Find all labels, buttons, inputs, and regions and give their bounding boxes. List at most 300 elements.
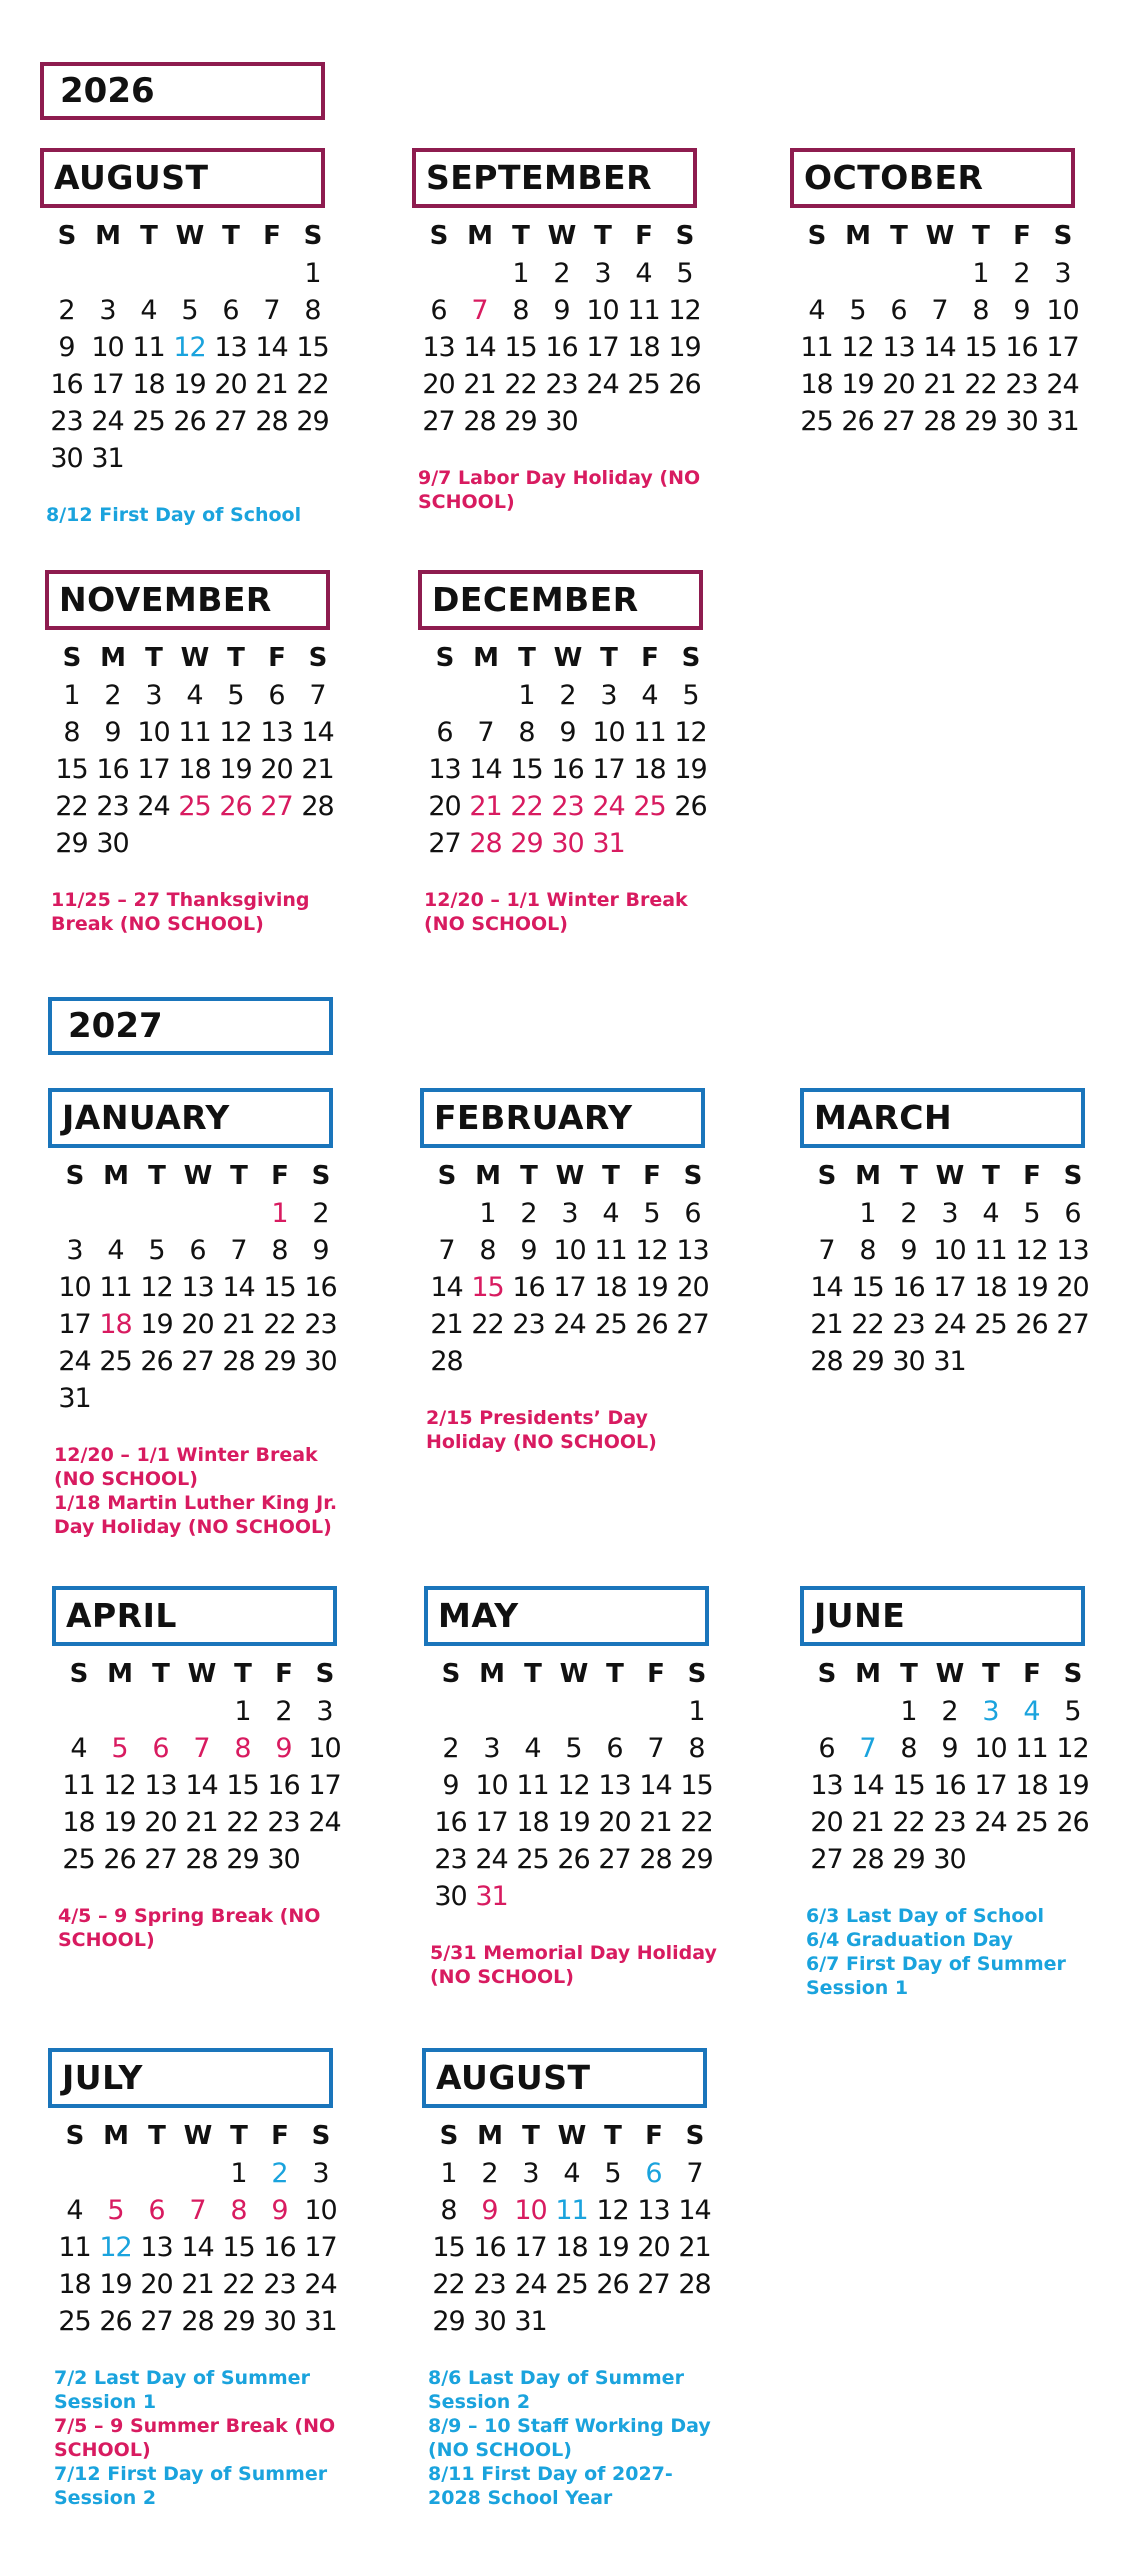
- day-cell: 4: [107, 1235, 124, 1266]
- day-cell: 10: [586, 295, 619, 326]
- weekday-header: W: [187, 1659, 216, 1689]
- day-cell: 19: [674, 754, 707, 785]
- day-cell: 12: [219, 717, 252, 748]
- day-cell: 6: [890, 295, 907, 326]
- day-cell: 15: [55, 754, 88, 785]
- day-cell: 14: [469, 754, 502, 785]
- day-cell: 24: [475, 1844, 508, 1875]
- day-cell: 26: [674, 791, 707, 822]
- day-cell: 13: [144, 1770, 177, 1801]
- day-cell: 11: [99, 1272, 132, 1303]
- note-text: 1/18 Martin Luther King Jr. Day Holiday (NO SCHOOL): [54, 1492, 338, 1538]
- day-cell: 10: [933, 1235, 966, 1266]
- day-grid: [426, 1158, 720, 1380]
- day-cell: 23: [512, 1309, 545, 1340]
- weekday-header: T: [512, 221, 529, 251]
- day-cell: 5: [227, 680, 244, 711]
- day-cell: 8: [512, 295, 529, 326]
- day-cell: 7: [263, 295, 280, 326]
- day-cell: 17: [933, 1272, 966, 1303]
- day-cell: 19: [140, 1309, 173, 1340]
- day-cell: 5: [111, 1733, 128, 1764]
- month-april: [52, 1586, 352, 1952]
- weekday-header: S: [57, 221, 76, 251]
- day-cell: 15: [226, 1770, 259, 1801]
- day-cell: 3: [316, 1696, 333, 1727]
- day-cell: 4: [66, 2195, 83, 2226]
- day-cell: 27: [882, 406, 915, 437]
- weekday-header: F: [1023, 1659, 1040, 1689]
- month-notes: [58, 1904, 348, 1952]
- day-cell: 30: [551, 828, 584, 859]
- day-cell: 19: [557, 1807, 590, 1838]
- empty-cell: [46, 255, 87, 292]
- day-cell: 11: [974, 1235, 1007, 1266]
- weekday-header: M: [103, 1161, 128, 1191]
- day-cell: 28: [463, 406, 496, 437]
- day-cell: 29: [851, 1346, 884, 1377]
- day-cell: 6: [436, 717, 453, 748]
- day-cell: 8: [304, 295, 321, 326]
- weekday-header: T: [602, 1161, 619, 1191]
- day-cell: 10: [553, 1235, 586, 1266]
- day-cell: 14: [678, 2195, 711, 2226]
- day-cell: 2: [58, 295, 75, 326]
- day-cell: 10: [974, 1733, 1007, 1764]
- day-cell: 30: [545, 406, 578, 437]
- day-cell: 3: [483, 1733, 500, 1764]
- day-cell: 8: [63, 717, 80, 748]
- weekday-header: M: [855, 1659, 880, 1689]
- day-cell: 9: [104, 717, 121, 748]
- note-text: 6/7 First Day of Summer Session 1: [806, 1953, 1066, 1999]
- day-cell: 18: [516, 1807, 549, 1838]
- weekday-header: T: [522, 2121, 539, 2151]
- day-grid: [424, 640, 718, 862]
- weekday-header: S: [435, 643, 454, 673]
- day-cell: 3: [1054, 258, 1071, 289]
- day-cell: 2: [559, 680, 576, 711]
- weekday-header: M: [103, 2121, 128, 2151]
- month-july: [48, 2048, 348, 2510]
- day-cell: 25: [555, 2269, 588, 2300]
- day-cell: 29: [263, 1346, 296, 1377]
- day-cell: 20: [140, 2269, 173, 2300]
- day-cell: 29: [226, 1844, 259, 1875]
- empty-cell: [218, 1195, 259, 1232]
- day-cell: 8: [479, 1235, 496, 1266]
- day-cell: 16: [545, 332, 578, 363]
- month-title: DECEMBER: [418, 570, 703, 630]
- day-cell: 26: [173, 406, 206, 437]
- month-title: AUGUST: [40, 148, 325, 208]
- day-grid: [46, 218, 340, 477]
- day-cell: 15: [263, 1272, 296, 1303]
- day-cell: 10: [592, 717, 625, 748]
- month-title: JANUARY: [48, 1088, 333, 1148]
- weekday-header: T: [972, 221, 989, 251]
- day-grid: [54, 2118, 348, 2340]
- weekday-header: S: [681, 643, 700, 673]
- note-text: 11/25 – 27 Thanksgiving Break (NO SCHOOL): [51, 889, 310, 935]
- day-cell: 2: [553, 258, 570, 289]
- empty-cell: [919, 255, 960, 292]
- note-text: 7/2 Last Day of Summer Session 1: [54, 2367, 310, 2413]
- day-cell: 27: [422, 406, 455, 437]
- day-cell: 9: [553, 295, 570, 326]
- day-cell: 6: [189, 1235, 206, 1266]
- day-cell: 29: [510, 828, 543, 859]
- day-cell: 1: [512, 258, 529, 289]
- weekday-header: M: [475, 1161, 500, 1191]
- day-cell: 23: [1005, 369, 1038, 400]
- day-cell: 21: [255, 369, 288, 400]
- day-cell: 15: [964, 332, 997, 363]
- day-cell: 5: [604, 2158, 621, 2189]
- day-cell: 16: [434, 1807, 467, 1838]
- day-cell: 11: [178, 717, 211, 748]
- day-cell: 28: [810, 1346, 843, 1377]
- day-cell: 9: [900, 1235, 917, 1266]
- day-cell: 23: [96, 791, 129, 822]
- day-cell: 28: [430, 1346, 463, 1377]
- month-november: [45, 570, 345, 936]
- day-cell: 24: [514, 2269, 547, 2300]
- day-cell: 26: [103, 1844, 136, 1875]
- weekday-header: S: [1053, 221, 1072, 251]
- weekday-header: T: [234, 1659, 251, 1689]
- empty-cell: [594, 1693, 635, 1730]
- day-cell: 11: [132, 332, 165, 363]
- day-cell: 2: [481, 2158, 498, 2189]
- day-cell: 30: [1005, 406, 1038, 437]
- day-cell: 18: [58, 2269, 91, 2300]
- day-cell: 9: [559, 717, 576, 748]
- weekday-header: T: [227, 643, 244, 673]
- note-text: 8/9 – 10 Staff Working Day (NO SCHOOL): [428, 2415, 711, 2461]
- day-cell: 17: [592, 754, 625, 785]
- weekday-header: T: [520, 1161, 537, 1191]
- day-cell: 29: [680, 1844, 713, 1875]
- day-cell: 6: [148, 2195, 165, 2226]
- day-cell: 27: [810, 1844, 843, 1875]
- empty-cell: [140, 1693, 181, 1730]
- day-cell: 12: [596, 2195, 629, 2226]
- month-title: MAY: [424, 1586, 709, 1646]
- day-cell: 12: [668, 295, 701, 326]
- day-cell: 13: [882, 332, 915, 363]
- day-cell: 14: [222, 1272, 255, 1303]
- day-cell: 23: [267, 1807, 300, 1838]
- day-cell: 22: [964, 369, 997, 400]
- day-cell: 6: [606, 1733, 623, 1764]
- day-cell: 23: [473, 2269, 506, 2300]
- weekday-header: W: [935, 1659, 964, 1689]
- day-cell: 31: [592, 828, 625, 859]
- month-may: [424, 1586, 724, 1989]
- month-title: FEBRUARY: [420, 1088, 705, 1148]
- day-cell: 15: [510, 754, 543, 785]
- day-cell: 2: [900, 1198, 917, 1229]
- day-cell: 19: [219, 754, 252, 785]
- weekday-header: M: [473, 643, 498, 673]
- weekday-header: T: [604, 2121, 621, 2151]
- weekday-header: W: [553, 643, 582, 673]
- day-cell: 27: [598, 1844, 631, 1875]
- empty-cell: [136, 1195, 177, 1232]
- month-notes: [424, 888, 714, 936]
- empty-cell: [99, 1693, 140, 1730]
- day-cell: 15: [222, 2232, 255, 2263]
- weekday-header: F: [1023, 1161, 1040, 1191]
- month-notes: [418, 466, 708, 514]
- day-cell: 2: [271, 2158, 288, 2189]
- day-cell: 25: [58, 2306, 91, 2337]
- month-notes: [46, 503, 336, 527]
- day-cell: 15: [680, 1770, 713, 1801]
- day-cell: 20: [144, 1807, 177, 1838]
- month-december: [418, 570, 718, 936]
- note-text: 8/11 First Day of 2027-2028 School Year: [428, 2463, 673, 2509]
- day-cell: 24: [137, 791, 170, 822]
- day-cell: 14: [430, 1272, 463, 1303]
- empty-cell: [136, 2155, 177, 2192]
- day-cell: 16: [892, 1272, 925, 1303]
- day-cell: 24: [592, 791, 625, 822]
- day-grid: [806, 1158, 1100, 1380]
- day-cell: 4: [602, 1198, 619, 1229]
- day-cell: 6: [430, 295, 447, 326]
- day-cell: 30: [263, 2306, 296, 2337]
- day-cell: 19: [103, 1807, 136, 1838]
- day-cell: 29: [504, 406, 537, 437]
- day-cell: 21: [222, 1309, 255, 1340]
- day-cell: 11: [800, 332, 833, 363]
- note-text: 9/7 Labor Day Holiday (NO SCHOOL): [418, 467, 701, 513]
- day-cell: 27: [214, 406, 247, 437]
- day-cell: 7: [647, 1733, 664, 1764]
- day-cell: 22: [504, 369, 537, 400]
- empty-cell: [424, 677, 465, 714]
- day-cell: 19: [99, 2269, 132, 2300]
- day-cell: 23: [551, 791, 584, 822]
- day-cell: 4: [563, 2158, 580, 2189]
- empty-cell: [847, 1693, 888, 1730]
- year-label-2026: 2026: [40, 62, 325, 120]
- weekday-header: M: [479, 1659, 504, 1689]
- day-cell: 7: [477, 717, 494, 748]
- day-cell: 18: [62, 1807, 95, 1838]
- month-notes: [54, 1443, 344, 1539]
- day-cell: 10: [91, 332, 124, 363]
- day-cell: 11: [555, 2195, 588, 2226]
- day-cell: 10: [308, 1733, 341, 1764]
- day-cell: 6: [684, 1198, 701, 1229]
- month-notes: [54, 2366, 344, 2510]
- weekday-header: F: [643, 1161, 660, 1191]
- day-cell: 13: [181, 1272, 214, 1303]
- day-cell: 6: [222, 295, 239, 326]
- weekday-header: W: [925, 221, 954, 251]
- day-cell: 20: [181, 1309, 214, 1340]
- day-cell: 28: [181, 2306, 214, 2337]
- day-cell: 13: [810, 1770, 843, 1801]
- weekday-header: M: [477, 2121, 502, 2151]
- day-cell: 16: [933, 1770, 966, 1801]
- day-cell: 5: [849, 295, 866, 326]
- note-text: 12/20 – 1/1 Winter Break (NO SCHOOL): [54, 1444, 318, 1490]
- day-cell: 30: [50, 443, 83, 474]
- month-title: OCTOBER: [790, 148, 1075, 208]
- day-cell: 22: [851, 1309, 884, 1340]
- day-cell: 23: [545, 369, 578, 400]
- empty-cell: [459, 255, 500, 292]
- weekday-header: S: [62, 643, 81, 673]
- day-cell: 23: [304, 1309, 337, 1340]
- weekday-header: S: [65, 1161, 84, 1191]
- day-cell: 16: [551, 754, 584, 785]
- day-cell: 9: [520, 1235, 537, 1266]
- empty-cell: [806, 1693, 847, 1730]
- month-notes: [806, 1904, 1096, 2000]
- day-grid: [806, 1656, 1100, 1878]
- day-cell: 17: [514, 2232, 547, 2263]
- day-cell: 20: [428, 791, 461, 822]
- day-cell: 26: [635, 1309, 668, 1340]
- weekday-header: T: [524, 1659, 541, 1689]
- day-cell: 5: [181, 295, 198, 326]
- day-cell: 26: [1015, 1309, 1048, 1340]
- weekday-header: W: [559, 1659, 588, 1689]
- day-cell: 26: [99, 2306, 132, 2337]
- day-cell: 31: [1046, 406, 1079, 437]
- weekday-header: M: [855, 1161, 880, 1191]
- empty-cell: [177, 1195, 218, 1232]
- day-cell: 8: [271, 1235, 288, 1266]
- day-cell: 4: [70, 1733, 87, 1764]
- day-cell: 22: [680, 1807, 713, 1838]
- day-cell: 15: [471, 1272, 504, 1303]
- day-cell: 29: [55, 828, 88, 859]
- day-cell: 11: [516, 1770, 549, 1801]
- note-text: 4/5 – 9 Spring Break (NO SCHOOL): [58, 1905, 321, 1951]
- empty-cell: [128, 255, 169, 292]
- day-cell: 23: [263, 2269, 296, 2300]
- day-cell: 28: [923, 406, 956, 437]
- weekday-header: S: [308, 643, 327, 673]
- month-notes: [430, 1941, 720, 1989]
- day-cell: 22: [510, 791, 543, 822]
- day-cell: 14: [181, 2232, 214, 2263]
- day-cell: 15: [504, 332, 537, 363]
- note-text: 12/20 – 1/1 Winter Break (NO SCHOOL): [424, 889, 688, 935]
- day-cell: 14: [463, 332, 496, 363]
- day-cell: 4: [635, 258, 652, 289]
- weekday-header: T: [148, 1161, 165, 1191]
- day-cell: 4: [524, 1733, 541, 1764]
- day-cell: 21: [923, 369, 956, 400]
- month-notes: [428, 2366, 718, 2510]
- weekday-header: T: [148, 2121, 165, 2151]
- day-cell: 10: [514, 2195, 547, 2226]
- day-cell: 10: [1046, 295, 1079, 326]
- day-grid: [428, 2118, 722, 2340]
- weekday-header: W: [557, 2121, 586, 2151]
- empty-cell: [553, 1693, 594, 1730]
- weekday-header: S: [437, 1161, 456, 1191]
- day-grid: [51, 640, 345, 862]
- day-cell: 26: [1056, 1807, 1089, 1838]
- empty-cell: [54, 1195, 95, 1232]
- day-cell: 23: [50, 406, 83, 437]
- day-cell: 5: [107, 2195, 124, 2226]
- day-cell: 3: [522, 2158, 539, 2189]
- day-cell: 23: [892, 1309, 925, 1340]
- day-cell: 29: [964, 406, 997, 437]
- empty-cell: [471, 1693, 512, 1730]
- day-cell: 6: [268, 680, 285, 711]
- day-cell: 25: [132, 406, 165, 437]
- day-cell: 18: [1015, 1770, 1048, 1801]
- day-cell: 7: [189, 2195, 206, 2226]
- weekday-header: S: [69, 1659, 88, 1689]
- day-cell: 3: [594, 258, 611, 289]
- weekday-header: F: [641, 643, 658, 673]
- day-cell: 24: [91, 406, 124, 437]
- day-cell: 22: [892, 1807, 925, 1838]
- day-cell: 17: [137, 754, 170, 785]
- note-text: 7/5 – 9 Summer Break (NO SCHOOL): [54, 2415, 336, 2461]
- day-cell: 8: [859, 1235, 876, 1266]
- day-cell: 22: [55, 791, 88, 822]
- note-text: 7/12 First Day of Summer Session 2: [54, 2463, 328, 2509]
- day-cell: 24: [933, 1309, 966, 1340]
- day-cell: 8: [230, 2195, 247, 2226]
- day-cell: 21: [185, 1807, 218, 1838]
- weekday-header: S: [1063, 1161, 1082, 1191]
- day-cell: 6: [818, 1733, 835, 1764]
- month-title: SEPTEMBER: [412, 148, 697, 208]
- weekday-header: S: [311, 2121, 330, 2151]
- day-cell: 4: [808, 295, 825, 326]
- weekday-header: T: [140, 221, 157, 251]
- day-cell: 11: [594, 1235, 627, 1266]
- day-cell: 4: [140, 295, 157, 326]
- weekday-header: T: [230, 1161, 247, 1191]
- day-cell: 5: [565, 1733, 582, 1764]
- day-cell: 27: [637, 2269, 670, 2300]
- day-cell: 7: [471, 295, 488, 326]
- weekday-header: T: [594, 221, 611, 251]
- day-cell: 31: [514, 2306, 547, 2337]
- empty-cell: [806, 1195, 847, 1232]
- day-cell: 19: [841, 369, 874, 400]
- day-cell: 18: [178, 754, 211, 785]
- weekday-header: S: [1063, 1659, 1082, 1689]
- empty-cell: [95, 1195, 136, 1232]
- day-cell: 16: [50, 369, 83, 400]
- weekday-header: S: [441, 1659, 460, 1689]
- empty-cell: [796, 255, 837, 292]
- day-cell: 18: [99, 1309, 132, 1340]
- weekday-header: S: [311, 1161, 330, 1191]
- day-cell: 18: [132, 369, 165, 400]
- weekday-header: S: [807, 221, 826, 251]
- day-cell: 1: [271, 1198, 288, 1229]
- empty-cell: [58, 1693, 99, 1730]
- day-cell: 18: [974, 1272, 1007, 1303]
- day-cell: 20: [1056, 1272, 1089, 1303]
